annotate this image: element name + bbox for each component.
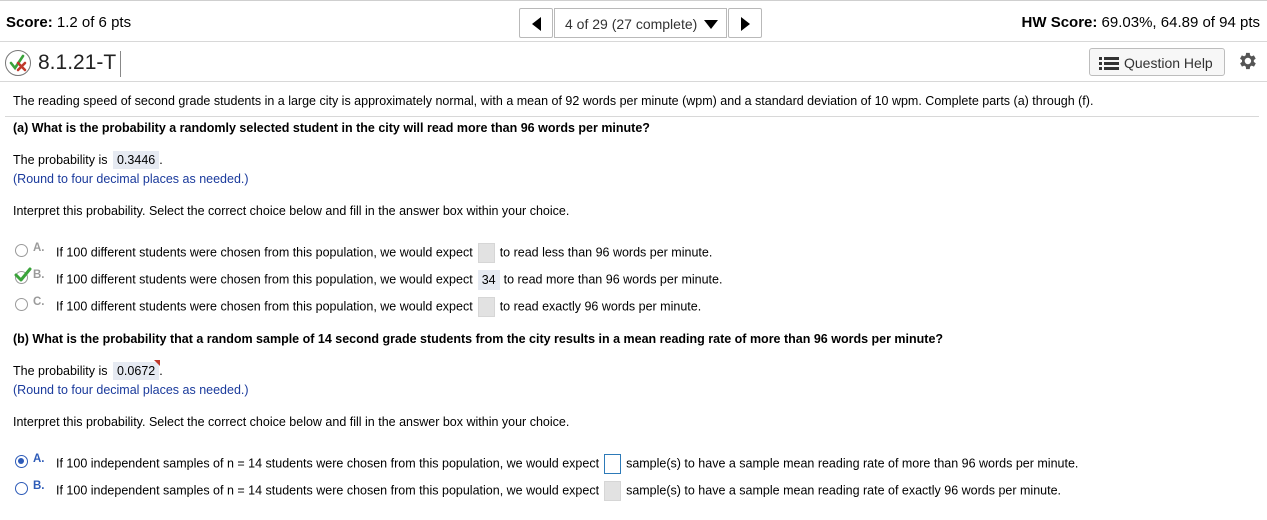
score-value: 1.2 of 6 pts — [56, 14, 132, 31]
choice-letter: A. — [33, 453, 45, 465]
choice-text — [56, 270, 722, 290]
answer-box-active[interactable] — [604, 454, 621, 474]
problem-intro: The reading speed of second grade students in a large city is approximately normal, with a mean of 92 words per minute (wpm) and a standard deviation of 10 wpm. Complete parts (a) through (f). — [13, 94, 1094, 108]
choice-letter: C. — [33, 296, 45, 308]
choice-text — [56, 481, 1061, 501]
gear-icon[interactable] — [1236, 50, 1258, 72]
part-a-round-note: (Round to four decimal places as needed.) — [13, 172, 249, 186]
top-bar — [0, 0, 1267, 42]
choice-letter: B. — [33, 480, 45, 492]
part-b-question: (b) What is the probability that a random sample of 14 second grade students from the city results in a mean reading rate of more than 96 words per minute? — [13, 332, 944, 346]
part-b-prob-prefix: The probability is — [13, 364, 108, 378]
radio-button-selected[interactable] — [15, 455, 28, 468]
next-question-button[interactable] — [728, 8, 762, 38]
part-b-answer-line: The probability is 0.0672 . — [13, 362, 163, 380]
score-display — [6, 14, 131, 31]
divider — [5, 116, 1259, 117]
part-a-prob-prefix: The probability is — [13, 153, 108, 167]
arrow-left-icon — [532, 17, 541, 31]
part-b-round-note: (Round to four decimal places as needed.) — [13, 383, 249, 397]
hw-score-label: HW Score: — [1021, 14, 1098, 31]
part-b-prob-value: 0.0672 — [116, 364, 156, 378]
hw-score-display — [1022, 14, 1260, 31]
choice-letter: A. — [33, 242, 45, 254]
choice-text-post: sample(s) to have a sample mean reading rate of more than 96 words per minute. — [626, 456, 1079, 471]
partial-credit-icon — [5, 50, 31, 76]
incorrect-flag-icon — [154, 360, 160, 366]
checkmark-icon — [14, 267, 32, 283]
choice-text — [56, 454, 1078, 474]
choice-text-post: to read exactly 96 words per minute. — [499, 299, 702, 314]
score-label: Score: — [6, 14, 53, 31]
question-bar — [0, 42, 1267, 82]
question-navigator — [519, 8, 763, 38]
arrow-right-icon — [741, 17, 750, 31]
part-a-answer-line: The probability is 0.3446 . — [13, 153, 163, 167]
answer-box[interactable] — [604, 481, 621, 501]
answer-box[interactable] — [478, 243, 495, 263]
question-select[interactable] — [554, 8, 727, 38]
question-id: 8.1.21-T — [38, 51, 121, 77]
answer-box[interactable] — [478, 297, 495, 317]
choice-text-post: to read less than 96 words per minute. — [499, 245, 713, 260]
radio-button[interactable] — [15, 482, 28, 495]
choice-text-pre: If 100 different students were chosen from this population, we would expect — [56, 272, 473, 287]
choice-text-pre: If 100 different students were chosen from this population, we would expect — [56, 245, 473, 260]
choice-text-post: to read more than 96 words per minute. — [503, 272, 723, 287]
choice-text-post: sample(s) to have a sample mean reading rate of exactly 96 words per minute. — [626, 483, 1061, 498]
list-icon — [1099, 57, 1119, 70]
answer-box-filled[interactable]: 34 — [478, 270, 500, 290]
chevron-down-icon — [704, 20, 718, 29]
question-help-label: Question Help — [1124, 55, 1213, 71]
radio-button[interactable] — [15, 244, 28, 257]
previous-question-button[interactable] — [519, 8, 553, 38]
part-a-prob-answer[interactable]: 0.3446 — [113, 151, 159, 169]
part-a-question: (a) What is the probability a randomly selected student in the city will read more than 96 words per minute? — [13, 121, 650, 135]
choice-text-pre: If 100 independent samples of n = 14 students were chosen from this population, we would expect — [56, 456, 600, 471]
choice-text-pre: If 100 independent samples of n = 14 students were chosen from this population, we would expect — [56, 483, 600, 498]
question-position: 4 of 29 (27 complete) — [565, 16, 698, 32]
choice-letter: B. — [33, 269, 45, 281]
hw-score-value: 69.03%, 64.89 of 94 pts — [1101, 14, 1260, 31]
choice-text-pre: If 100 different students were chosen from this population, we would expect — [56, 299, 473, 314]
choice-text — [56, 243, 712, 263]
question-help-button[interactable] — [1089, 48, 1225, 76]
part-b-interpret: Interpret this probability. Select the correct choice below and fill in the answer box within your choice. — [13, 415, 570, 429]
part-b-prob-answer[interactable] — [113, 362, 159, 380]
radio-button[interactable] — [15, 298, 28, 311]
part-a-interpret: Interpret this probability. Select the correct choice below and fill in the answer box within your choice. — [13, 204, 570, 218]
choice-text — [56, 297, 701, 317]
